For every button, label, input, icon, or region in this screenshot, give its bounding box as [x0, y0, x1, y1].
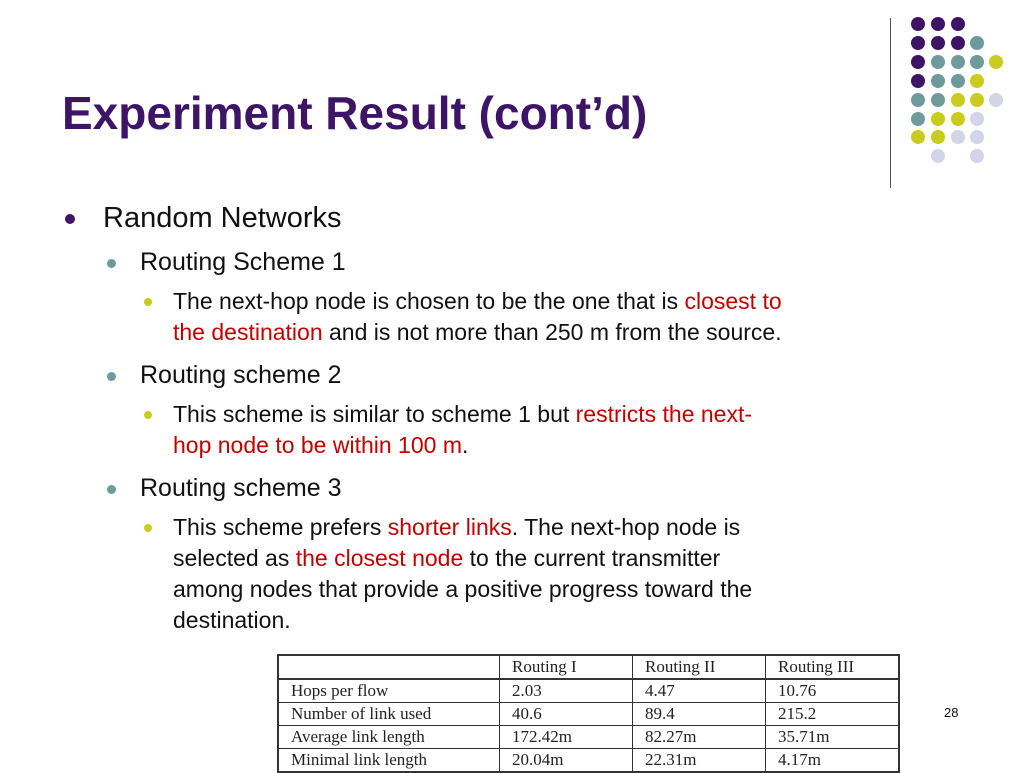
dot — [911, 130, 925, 144]
dot — [970, 36, 984, 50]
text: This scheme is similar to scheme 1 but — [173, 401, 576, 427]
text: to the current transmitter — [463, 545, 721, 571]
bullet-random-networks: Random Networks — [103, 202, 342, 234]
text: . — [461, 432, 469, 458]
dot — [931, 130, 945, 144]
scheme-3-description-line-1 — [173, 512, 740, 543]
table-row — [278, 679, 899, 703]
table-header-cell: Routing III — [766, 655, 900, 679]
dot — [931, 74, 945, 88]
table-cell: 22.31m — [633, 749, 766, 773]
dot — [931, 112, 945, 126]
highlight-text: closest to — [684, 288, 782, 314]
scheme-3-description-line-4: destination. — [173, 607, 291, 633]
dot — [951, 130, 965, 144]
highlight-text: restricts the next- — [575, 401, 753, 427]
text: . The next-hop node is — [511, 514, 741, 540]
table-cell: 89.4 — [633, 703, 766, 726]
scheme-3-description-line-2 — [173, 543, 720, 574]
scheme-1-description-line-1 — [173, 286, 782, 317]
dot — [970, 130, 984, 144]
bullet-routing-scheme-2: Routing scheme 2 — [140, 361, 342, 389]
table-cell: Hops per flow — [278, 679, 500, 703]
bullet-marker — [107, 485, 116, 494]
bullet-marker — [144, 298, 152, 306]
table-row — [278, 703, 899, 726]
highlight-text: the destination — [173, 319, 323, 345]
table-cell: 215.2 — [766, 703, 900, 726]
scheme-2-description-line-2 — [173, 430, 468, 461]
table-row — [278, 749, 899, 773]
bullet-marker — [144, 524, 152, 532]
table-cell: Average link length — [278, 726, 500, 749]
dot — [989, 55, 1003, 69]
table-cell: Number of link used — [278, 703, 500, 726]
table-cell: 20.04m — [500, 749, 633, 773]
bullet-routing-scheme-1: Routing Scheme 1 — [140, 248, 346, 276]
divider-line — [890, 18, 891, 188]
bullet-routing-scheme-3: Routing scheme 3 — [140, 474, 342, 502]
text: selected as — [173, 545, 296, 571]
table-header-cell: Routing I — [500, 655, 633, 679]
dot — [989, 93, 1003, 107]
table-cell: 4.47 — [633, 679, 766, 703]
table-header-row — [278, 655, 899, 679]
text: This scheme prefers — [173, 514, 388, 540]
dot — [951, 36, 965, 50]
dot — [911, 55, 925, 69]
dot — [931, 93, 945, 107]
page-number: 28 — [944, 705, 959, 720]
scheme-2-description-line-1 — [173, 399, 752, 430]
dot — [931, 55, 945, 69]
dot — [911, 93, 925, 107]
dot — [951, 93, 965, 107]
dot — [951, 112, 965, 126]
dot — [911, 112, 925, 126]
dot — [931, 17, 945, 31]
dot — [951, 17, 965, 31]
table-cell: 2.03 — [500, 679, 633, 703]
highlight-text: the closest node — [295, 545, 464, 571]
dot — [931, 36, 945, 50]
table-cell: 40.6 — [500, 703, 633, 726]
table-cell: Minimal link length — [278, 749, 500, 773]
table-cell: 172.42m — [500, 726, 633, 749]
text: and is not more than 250 m from the source. — [322, 319, 782, 345]
table-header-cell — [278, 655, 500, 679]
scheme-3-description-line-3: among nodes that provide a positive progress toward the — [173, 576, 753, 602]
table-cell: 35.71m — [766, 726, 900, 749]
dot — [970, 55, 984, 69]
table-cell: 4.17m — [766, 749, 900, 773]
dot — [911, 36, 925, 50]
highlight-text: shorter links — [387, 514, 512, 540]
dot — [970, 112, 984, 126]
dot — [951, 55, 965, 69]
dot — [911, 17, 925, 31]
text: The next-hop node is chosen to be the one that is — [173, 288, 685, 314]
dot — [970, 149, 984, 163]
table-row — [278, 726, 899, 749]
table-header-cell: Routing II — [633, 655, 766, 679]
dot — [970, 93, 984, 107]
highlight-text: hop node to be within 100 m — [173, 432, 462, 458]
dot — [951, 74, 965, 88]
dot — [931, 149, 945, 163]
bullet-marker — [107, 372, 116, 381]
table-cell: 10.76 — [766, 679, 900, 703]
dot — [911, 74, 925, 88]
slide-title: Experiment Result (cont’d) — [62, 87, 648, 139]
scheme-1-description-line-2 — [173, 317, 782, 348]
dot — [970, 74, 984, 88]
table-cell: 82.27m — [633, 726, 766, 749]
bullet-marker — [107, 259, 116, 268]
bullet-marker — [65, 214, 75, 224]
bullet-marker — [144, 411, 152, 419]
results-table — [277, 654, 900, 773]
